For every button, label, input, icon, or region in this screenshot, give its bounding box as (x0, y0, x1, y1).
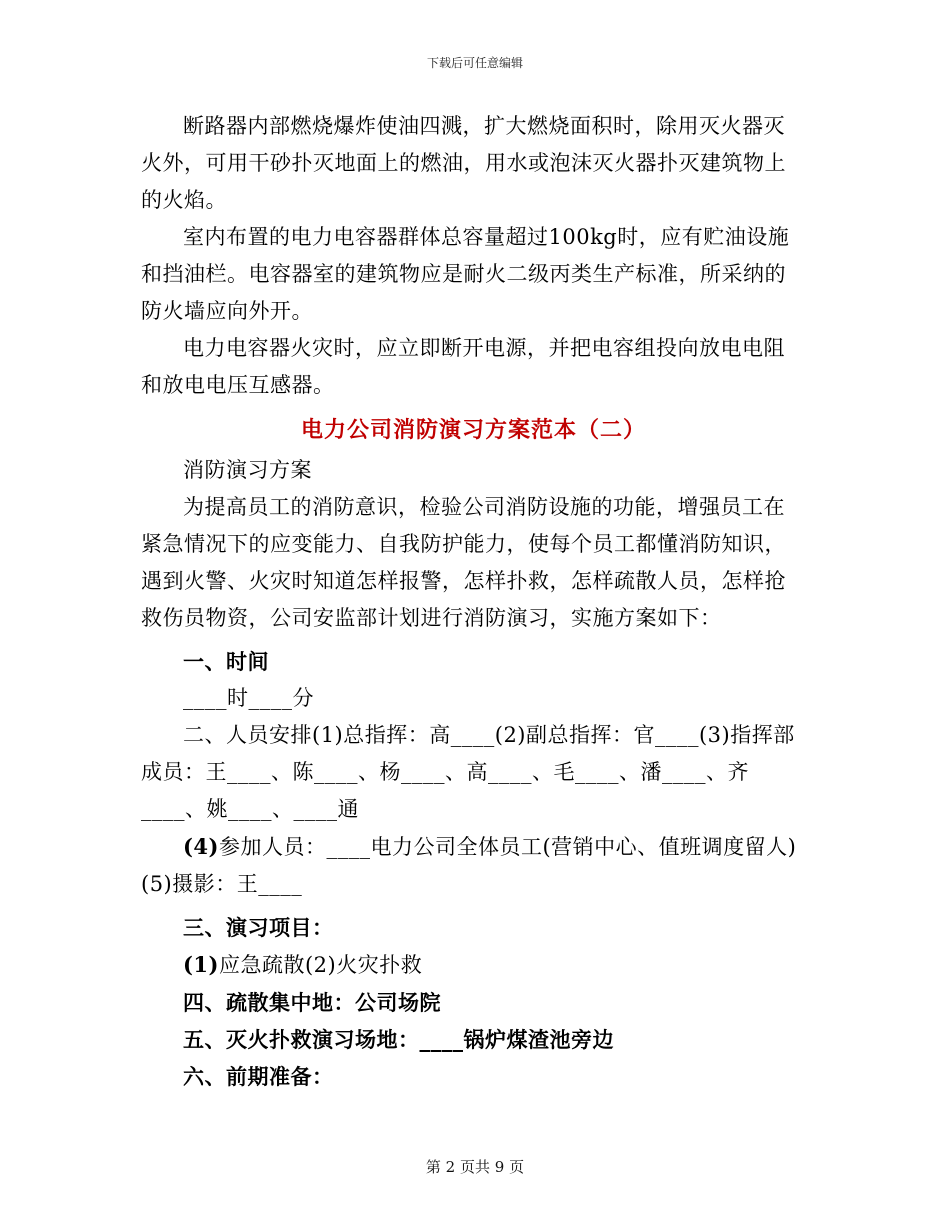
page-header: 下载后可任意编辑 (426, 56, 523, 70)
participants-paragraph (141, 828, 806, 903)
gather-heading: 四、疏散集中地：公司场院 (183, 990, 441, 1015)
plan-intro: 为提高员工的消防意识，检验公司消防设施的功能，增强员工在紧急情况下的应变能力、自我防护能力，使每个员工都懂消防知识，遇到火警、火灾时知道怎样报警，怎样扑救，怎样疏散人员，怎样抢救伤员物资，公司安监部计划进行消防演习，实施方案如下： (141, 495, 786, 630)
prep-heading: 六、前期准备： (183, 1064, 334, 1089)
time-value: ____时____分 (183, 686, 314, 710)
personnel-paragraph: 二、人员安排(1)总指挥：高____(2)副总指挥：官____(3)指挥部成员：王____、陈____、杨____、高____、毛____、潘____、齐____、姚____、____通 (141, 723, 795, 821)
section-title: 电力公司消防演习方案范本（二） (300, 417, 646, 443)
items-number: (1) (183, 952, 219, 977)
time-heading: 一、时间 (183, 649, 269, 674)
items-paragraph (141, 946, 806, 984)
paragraph-capacitor-room: 室内布置的电力电容器群体总容量超过100kg时，应有贮油设施和挡油栏。电容器室的建筑物应是耐火二级丙类生产标准，所采纳的防火墙应向外开。 (141, 225, 790, 323)
participants-text: 参加人员：____电力公司全体员工(营销中心、值班调度留人)(5)摄影：王____ (141, 835, 797, 896)
plan-label: 消防演习方案 (183, 458, 312, 482)
page-footer: 第 2 页共 9 页 (425, 1158, 525, 1176)
site-heading: 五、灭火扑救演习场地：____锅炉煤渣池旁边 (183, 1027, 614, 1052)
items-text: 应急疏散(2)火灾扑救 (218, 953, 423, 977)
paragraph-breaker-fire: 断路器内部燃烧爆炸使油四溅，扩大燃烧面积时，除用灭火器灭火外，可用干砂扑灭地面上的燃油，用水或泡沫灭火器扑灭建筑物上的火焰。 (141, 114, 786, 212)
participants-number: (4) (183, 834, 219, 859)
items-heading: 三、演习项目： (183, 915, 334, 940)
document-body (141, 108, 806, 1095)
paragraph-capacitor-fire: 电力电容器火灾时，应立即断开电源，并把电容组投向放电电阻和放电电压互感器。 (141, 336, 785, 397)
